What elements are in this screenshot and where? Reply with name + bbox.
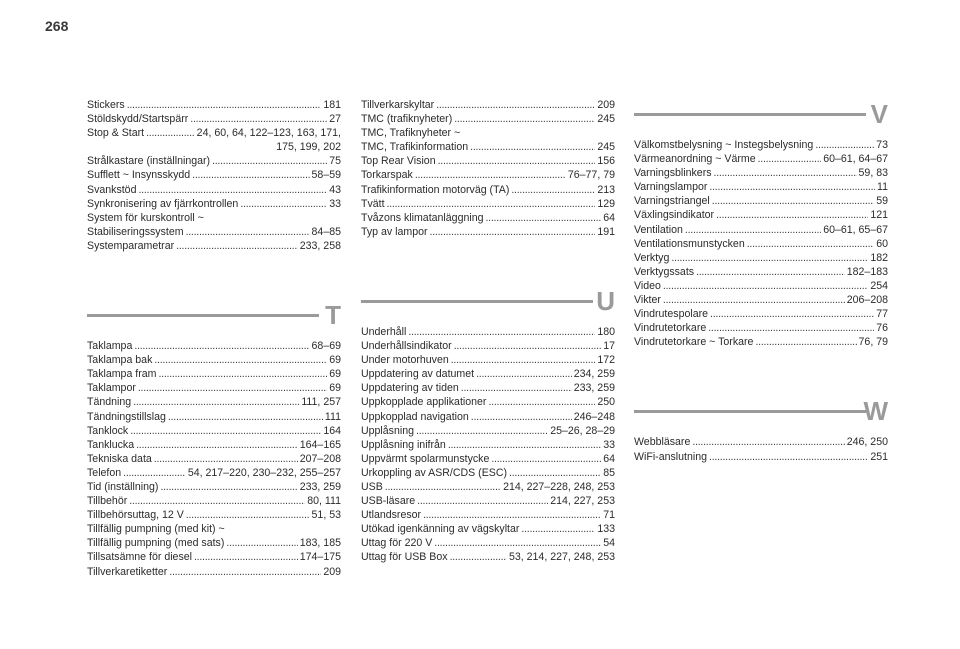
- index-entry: [361, 381, 615, 395]
- entry-pages: 174–175: [299, 551, 341, 564]
- dot-leader: [387, 197, 596, 211]
- entry-pages: 60: [876, 237, 888, 250]
- entry-pages: 84–85: [311, 225, 341, 238]
- entry-label: Tid (inställning): [87, 480, 159, 493]
- entry-label: Uppkopplad navigation: [361, 410, 469, 423]
- entry-pages: 206–208: [846, 294, 888, 307]
- dot-leader: [430, 225, 596, 239]
- entry-pages: 54, 217–220, 230–232, 255–257: [187, 466, 341, 479]
- section-letter: U: [596, 285, 615, 316]
- entry-pages: 58–59: [311, 169, 341, 182]
- entry-pages: 234, 259: [573, 368, 615, 381]
- index-entry: [634, 251, 888, 265]
- entry-label: Varningslampor: [634, 181, 708, 194]
- dot-leader: [476, 367, 572, 381]
- index-entry: [361, 225, 615, 239]
- entry-label: USB: [361, 480, 383, 493]
- entry-label: Uppdatering av tiden: [361, 382, 459, 395]
- entry-label: Top Rear Vision: [361, 155, 436, 168]
- entry-label: Trafikinformation motorväg (TA): [361, 183, 510, 196]
- index-entry: [634, 208, 888, 222]
- index-entry: [634, 237, 888, 251]
- entry-pages: 111: [324, 410, 341, 423]
- entry-label: Verktyg: [634, 251, 670, 264]
- entry-label: Taklampor: [87, 382, 136, 395]
- entry-label: Växlingsindikator: [634, 209, 715, 222]
- entry-pages: 233, 259: [573, 382, 615, 395]
- entry-label: Uppkopplade applikationer: [361, 396, 487, 409]
- entry-label: Tillfällig pumpning (med sats): [87, 537, 225, 550]
- dot-leader: [240, 197, 327, 211]
- dot-leader: [454, 112, 595, 126]
- entry-label: TMC, Trafiknyheter ~: [361, 127, 461, 140]
- index-entry: [634, 194, 888, 208]
- index-entry: [361, 168, 615, 182]
- dot-leader: [491, 452, 601, 466]
- dot-leader: [488, 395, 595, 409]
- dot-leader: [160, 480, 297, 494]
- entry-label: Tvåzons klimatanläggning: [361, 211, 484, 224]
- entry-pages: 245: [597, 141, 615, 154]
- entry-label: Tanklock: [87, 424, 129, 437]
- entry-pages: 51, 53: [311, 509, 341, 522]
- entry-label: Urkoppling av ASR/CDS (ESC): [361, 466, 508, 479]
- entry-label: Under motorhuven: [361, 354, 449, 367]
- entry-pages: 33: [603, 438, 615, 451]
- entry-pages: 69: [329, 382, 341, 395]
- entry-pages: 172: [597, 354, 615, 367]
- entry-pages: 191: [597, 225, 615, 238]
- entry-pages: 246, 250: [846, 436, 888, 449]
- entry-label: TMC (trafiknyheter): [361, 113, 453, 126]
- index-entry: [361, 508, 615, 522]
- entry-pages: 183, 185: [299, 537, 341, 550]
- index-entry: [87, 381, 341, 395]
- entry-pages: 33: [329, 197, 341, 210]
- index-entry: [634, 335, 888, 349]
- dot-leader: [154, 353, 327, 367]
- entry-label: WiFi-anslutning: [634, 450, 708, 463]
- entry-pages: 85: [603, 466, 615, 479]
- entry-label: Varningstriangel: [634, 195, 710, 208]
- dot-leader: [434, 536, 601, 550]
- entry-label: Upplåsning: [361, 424, 415, 437]
- entry-pages: 111, 257: [301, 396, 341, 409]
- section-header: [361, 281, 615, 325]
- entry-pages: 71: [603, 509, 615, 522]
- entry-pages: 209: [323, 565, 341, 578]
- dot-leader: [714, 166, 857, 180]
- entry-pages: 11: [877, 181, 888, 194]
- entry-pages: 60–61, 65–67: [823, 223, 888, 236]
- entry-label: Synkronisering av fjärrkontrollen: [87, 197, 239, 210]
- entry-pages: 246–248: [573, 410, 615, 423]
- entry-pages-continued: 175, 199, 202: [276, 141, 341, 154]
- dot-leader: [747, 237, 874, 251]
- index-entry: [634, 321, 888, 335]
- entry-label: Värmeanordning ~ Värme: [634, 153, 756, 166]
- dot-leader: [416, 424, 548, 438]
- dot-leader: [461, 381, 572, 395]
- entry-label: Svankstöd: [87, 183, 137, 196]
- dot-leader: [423, 508, 601, 522]
- index-entry: [361, 339, 615, 353]
- dot-leader: [192, 168, 309, 182]
- entry-pages: 214, 227, 253: [550, 495, 615, 508]
- entry-pages: 251: [870, 450, 888, 463]
- entry-pages: 121: [870, 209, 888, 222]
- index-entry: [634, 435, 888, 449]
- index-entry: [361, 410, 615, 424]
- dot-leader: [685, 223, 821, 237]
- dot-leader: [663, 293, 845, 307]
- section-divider: [634, 410, 866, 413]
- dot-leader: [454, 339, 602, 353]
- dot-leader: [436, 98, 595, 112]
- index-entry: [634, 307, 888, 321]
- dot-leader: [138, 183, 327, 197]
- dot-leader: [186, 225, 310, 239]
- entry-label: Vindrutetorkare: [634, 322, 707, 335]
- index-entry: [634, 223, 888, 237]
- dot-leader: [186, 508, 310, 522]
- entry-label: Vindrutetorkare ~ Torkare: [634, 336, 754, 349]
- index-entry: [87, 197, 341, 211]
- dot-leader: [709, 450, 868, 464]
- index-entry: [361, 112, 615, 126]
- index-entry: [87, 395, 341, 409]
- index-entry: [634, 450, 888, 464]
- index-entry: [361, 494, 615, 508]
- entry-label: Utökad igenkänning av vägskyltar: [361, 523, 520, 536]
- index-entry: [87, 112, 341, 126]
- entry-pages: 43: [329, 183, 341, 196]
- index-entry: [87, 239, 341, 253]
- index-entry: [87, 367, 341, 381]
- index-entry: [634, 279, 888, 293]
- dot-leader: [146, 126, 195, 140]
- entry-label: Uttag för 220 V: [361, 537, 433, 550]
- dot-leader: [226, 536, 297, 550]
- dot-leader: [123, 466, 186, 480]
- entry-pages: 73: [876, 139, 888, 151]
- index-entry: [87, 410, 341, 424]
- index-entry: [634, 265, 888, 279]
- entry-label: Varningsblinkers: [634, 167, 712, 180]
- entry-pages: 27: [329, 113, 341, 126]
- entry-pages: 233, 259: [299, 480, 341, 493]
- entry-label: Taklampa fram: [87, 368, 157, 381]
- entry-label: Uttag för USB Box: [361, 551, 448, 564]
- entry-label: Webbläsare: [634, 436, 691, 449]
- index-entry: [87, 466, 341, 480]
- entry-label: Upplåsning inifrån: [361, 438, 446, 451]
- dot-leader: [509, 466, 601, 480]
- dot-leader: [663, 279, 868, 293]
- entry-label: Ventilation: [634, 223, 683, 236]
- entry-label: Torkarspak: [361, 169, 413, 182]
- section-header: [634, 391, 888, 435]
- entry-pages: 133: [597, 523, 615, 536]
- index-entry: [634, 180, 888, 194]
- index-entry: [87, 126, 341, 154]
- section-letter: V: [870, 99, 888, 129]
- dot-leader: [708, 321, 874, 335]
- entry-label: USB-läsare: [361, 495, 416, 508]
- entry-label: Uppdatering av datumet: [361, 368, 475, 381]
- entry-pages: 75: [329, 155, 341, 168]
- entry-pages: 64: [603, 211, 615, 224]
- index-entry: [87, 494, 341, 508]
- dot-leader: [486, 211, 602, 225]
- index-entry: [87, 154, 341, 168]
- entry-label: Tillverkaretiketter: [87, 565, 168, 578]
- entry-label: TMC, Trafikinformation: [361, 141, 469, 154]
- entry-pages: 60–61, 64–67: [823, 153, 888, 166]
- dot-leader: [438, 154, 596, 168]
- index-entry: [87, 565, 341, 579]
- dot-leader: [176, 239, 298, 253]
- entry-label: Taklampa bak: [87, 354, 153, 367]
- entry-label: Telefon: [87, 466, 122, 479]
- index-entry: [361, 353, 615, 367]
- section-divider: [361, 300, 593, 303]
- index-entry: [87, 522, 341, 536]
- entry-pages: 76, 79: [858, 336, 888, 349]
- dot-leader: [136, 438, 298, 452]
- dot-leader: [671, 251, 868, 265]
- index-entry: [361, 550, 615, 564]
- entry-pages: 76: [876, 322, 888, 335]
- index-entry: [87, 536, 341, 550]
- entry-pages: 209: [597, 99, 615, 111]
- index-entry: [361, 126, 615, 140]
- dot-leader: [190, 112, 327, 126]
- dot-leader: [716, 208, 868, 222]
- index-entry: [361, 452, 615, 466]
- dot-leader: [127, 98, 322, 112]
- dot-leader: [168, 410, 323, 424]
- dot-leader: [471, 410, 572, 424]
- index-entry: [87, 225, 341, 239]
- index-entry: [361, 140, 615, 154]
- dot-leader: [385, 480, 501, 494]
- entry-pages: 24, 60, 64, 122–123, 163, 171,: [196, 127, 341, 140]
- entry-label: Stop & Start: [87, 127, 145, 140]
- entry-pages: 76–77, 79: [567, 169, 615, 182]
- index-column-1: [87, 98, 341, 579]
- entry-label: Typ av lampor: [361, 225, 428, 238]
- entry-pages: 213: [597, 183, 615, 196]
- index-entry: [361, 424, 615, 438]
- dot-leader: [408, 325, 595, 339]
- dot-leader: [712, 194, 874, 208]
- entry-pages: 129: [597, 197, 615, 210]
- entry-pages: 25–26, 28–29: [550, 424, 615, 437]
- entry-label: Tändningstillslag: [87, 410, 166, 423]
- index-entry: [361, 154, 615, 168]
- entry-label: Vikter: [634, 294, 661, 307]
- entry-pages: 69: [329, 368, 341, 381]
- entry-label: Tändning: [87, 396, 132, 409]
- section-divider: [87, 314, 319, 317]
- entry-pages: 77: [876, 308, 888, 321]
- dot-leader: [815, 138, 874, 152]
- dot-leader: [130, 424, 321, 438]
- dot-leader: [755, 335, 856, 349]
- entry-label: Tvätt: [361, 197, 385, 210]
- entry-label: Utlandsresor: [361, 509, 422, 522]
- entry-pages: 254: [870, 279, 888, 292]
- entry-pages: 182: [870, 251, 888, 264]
- dot-leader: [450, 550, 507, 564]
- index-entry: [361, 395, 615, 409]
- dot-leader: [133, 395, 299, 409]
- entry-label: Tillbehör: [87, 495, 128, 508]
- dot-leader: [138, 381, 327, 395]
- index-entry: [361, 438, 615, 452]
- entry-pages: 54: [603, 537, 615, 550]
- entry-label: Välkomstbelysning ~ Instegsbelysning: [634, 139, 814, 151]
- entry-label: Tillsatsämne för diesel: [87, 551, 192, 564]
- dot-leader: [521, 522, 595, 536]
- entry-label: Tanklucka: [87, 438, 135, 451]
- section-letter: W: [863, 396, 888, 427]
- index-entry: [361, 536, 615, 550]
- index-entry: [361, 522, 615, 536]
- section-header: [87, 295, 341, 339]
- entry-pages: 64: [603, 452, 615, 465]
- entry-label: Strålkastare (inställningar): [87, 155, 211, 168]
- index-column-2: [361, 98, 615, 565]
- index-entry: [87, 424, 341, 438]
- dot-leader: [448, 438, 601, 452]
- entry-pages: 53, 214, 227, 248, 253: [508, 551, 615, 564]
- entry-pages: 207–208: [299, 452, 341, 465]
- dot-leader: [212, 154, 327, 168]
- index-entry: [87, 168, 341, 182]
- entry-label: Verktygssats: [634, 265, 695, 278]
- index-entry: [87, 550, 341, 564]
- entry-label: Stöldskydd/Startspärr: [87, 113, 189, 126]
- dot-leader: [758, 152, 822, 166]
- index-entry: [634, 293, 888, 307]
- index-entry: [361, 183, 615, 197]
- entry-label: Tillbehörsuttag, 12 V: [87, 509, 184, 522]
- dot-leader: [154, 452, 298, 466]
- entry-label: Tekniska data: [87, 452, 152, 465]
- entry-label: Tillfällig pumpning (med kit) ~: [87, 523, 225, 536]
- entry-pages: 69: [329, 354, 341, 367]
- index-entry: [87, 508, 341, 522]
- dot-leader: [470, 140, 595, 154]
- dot-leader: [692, 435, 844, 449]
- entry-label: Sufflett ~ Insynsskydd: [87, 169, 191, 182]
- entry-label: Uppvärmt spolarmunstycke: [361, 452, 490, 465]
- dot-leader: [129, 494, 305, 508]
- dot-leader: [696, 265, 845, 279]
- index-entry: [87, 339, 341, 353]
- entry-label: System för kurskontroll ~: [87, 211, 204, 224]
- dot-leader: [415, 168, 566, 182]
- entry-label: Video: [634, 279, 661, 292]
- index-entry: [361, 197, 615, 211]
- index-entry: [361, 325, 615, 339]
- entry-pages: 59: [876, 195, 888, 208]
- index-entry: [634, 166, 888, 180]
- entry-label: Taklampa: [87, 340, 133, 353]
- index-entry: [361, 211, 615, 225]
- dot-leader: [511, 183, 595, 197]
- index-entry: [87, 353, 341, 367]
- entry-pages: 250: [597, 396, 615, 409]
- entry-pages: 164–165: [299, 438, 341, 451]
- entry-pages: 68–69: [311, 340, 341, 353]
- index-entry: [87, 211, 341, 225]
- dot-leader: [710, 307, 874, 321]
- entry-pages: 182–183: [846, 265, 888, 278]
- entry-pages: 164: [323, 424, 341, 437]
- index-entry: [87, 438, 341, 452]
- index-entry: [87, 98, 341, 112]
- index-entry: [634, 152, 888, 166]
- section-divider: [634, 113, 866, 116]
- entry-label: Tillverkarskyltar: [361, 99, 435, 111]
- entry-label: Vindrutespolare: [634, 308, 709, 321]
- entry-pages: 233, 258: [299, 239, 341, 252]
- entry-pages: 59, 83: [858, 167, 888, 180]
- entry-pages: 180: [597, 325, 615, 338]
- index-entry: [634, 138, 888, 152]
- dot-leader: [451, 353, 596, 367]
- index-entry: [87, 480, 341, 494]
- dot-leader: [417, 494, 548, 508]
- index-entry: [361, 480, 615, 494]
- entry-label: Underhållsindikator: [361, 340, 452, 353]
- index-entry: [361, 98, 615, 112]
- page-number: 268: [45, 18, 69, 34]
- entry-label: Systemparametrar: [87, 239, 175, 252]
- index-entry: [361, 367, 615, 381]
- entry-label: Ventilationsmunstycken: [634, 237, 745, 250]
- entry-pages: 214, 227–228, 248, 253: [503, 480, 615, 493]
- index-entry: [87, 452, 341, 466]
- dot-leader: [158, 367, 327, 381]
- entry-pages: 80, 111: [307, 495, 341, 508]
- entry-pages: 156: [597, 155, 615, 168]
- entry-pages: 245: [597, 113, 615, 126]
- entry-pages: 181: [323, 99, 341, 111]
- dot-leader: [194, 550, 298, 564]
- section-header: [634, 94, 888, 138]
- dot-leader: [169, 565, 321, 579]
- entry-pages: 17: [603, 340, 615, 353]
- entry-label: Underhåll: [361, 325, 407, 338]
- index-entry: [361, 466, 615, 480]
- section-letter: T: [325, 300, 341, 331]
- entry-label: Stickers: [87, 99, 125, 111]
- dot-leader: [709, 180, 875, 194]
- dot-leader: [134, 339, 309, 353]
- entry-label: Stabiliseringssystem: [87, 225, 184, 238]
- index-entry: [87, 183, 341, 197]
